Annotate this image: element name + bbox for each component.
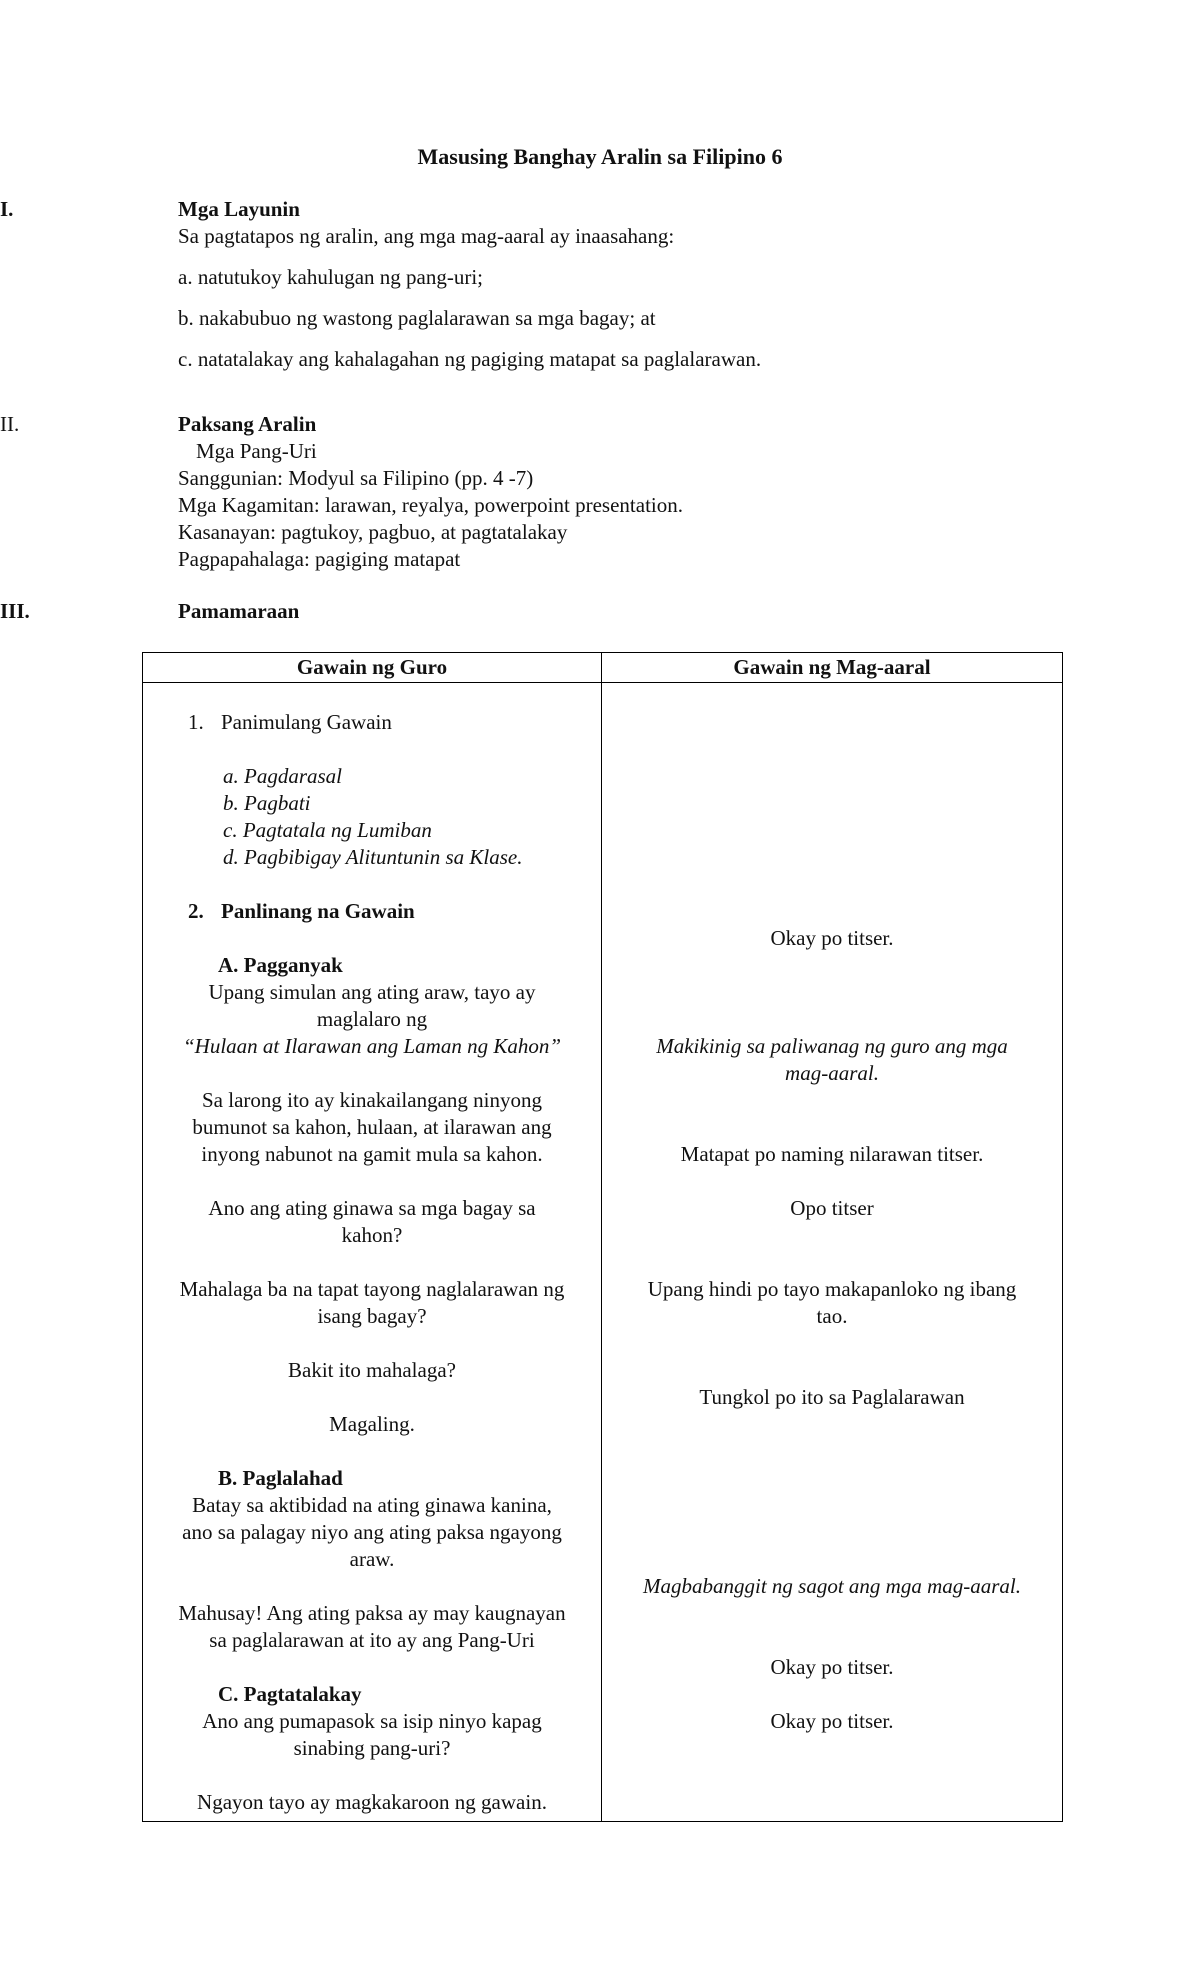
document-title: Masusing Banghay Aralin sa Filipino 6 xyxy=(417,144,783,169)
procedure-table xyxy=(142,652,1063,1822)
section-heading: Pamamaraan xyxy=(178,599,300,623)
table-header xyxy=(143,653,1062,683)
section-procedure: III. Pamamaraan xyxy=(178,598,1078,625)
student-response: Makikinig sa paliwanag ng guro ang mga mag-aaral. xyxy=(656,1034,1008,1085)
topic-materials: Mga Kagamitan: larawan, reyalya, powerpoint presentation. xyxy=(178,493,683,517)
objectives-list xyxy=(178,264,1078,373)
question-2: Mahalaga ba na tapat tayong naglalarawan ng isang bagay? xyxy=(179,1277,565,1328)
paglalahad-text: Batay sa aktibidad na ating ginawa kanina, ano sa palagay niyo ang ating paksa ngayong araw. xyxy=(182,1493,562,1571)
step-2: 2. Panlinang na Gawain xyxy=(188,899,415,923)
game-title: “Hulaan at Ilarawan ang Laman ng Kahon” xyxy=(182,1034,562,1058)
question-1: Ano ang ating ginawa sa mga bagay sa kahon? xyxy=(208,1196,536,1247)
topic-values: Pagpapahalaga: pagiging matapat xyxy=(178,547,461,571)
objective-item: a. natutukoy kahulugan ng pang-uri; xyxy=(178,265,484,289)
subheading-pagtatalakay: C. Pagtatalakay xyxy=(218,1682,362,1706)
col-header-teacher: Gawain ng Guro xyxy=(296,655,448,679)
section-heading: Mga Layunin xyxy=(178,197,300,221)
student-response: Matapat po naming nilarawan titser. xyxy=(680,1142,984,1166)
list-item: d. Pagbibigay Alituntunin sa Klase. xyxy=(223,845,523,869)
list-item: a. Pagdarasal xyxy=(223,764,343,788)
subheading-pagganyak: A. Pagganyak xyxy=(218,953,343,977)
list-item: c. Pagtatala ng Lumiban xyxy=(223,818,432,842)
praise-text: Magaling. xyxy=(329,1412,415,1436)
step-1-items xyxy=(223,763,593,871)
student-response: Okay po titser. xyxy=(770,926,894,950)
student-response: Upang hindi po tayo makapanloko ng ibang tao. xyxy=(647,1277,1017,1328)
topic-reference: Sanggunian: Modyul sa Filipino (pp. 4 -7) xyxy=(178,466,534,490)
column-divider xyxy=(601,653,602,1821)
student-response: Okay po titser. xyxy=(770,1655,894,1679)
topic-name: Mga Pang-Uri xyxy=(196,439,317,463)
list-item: b. Pagbati xyxy=(223,791,311,815)
activity-intro: Ngayon tayo ay magkakaroon ng gawain. xyxy=(197,1790,547,1814)
step-1: 1. Panimulang Gawain xyxy=(188,710,392,734)
section-topic: II. Paksang Aralin Mga Pang-Uri Sanggunian: Modyul sa Filipino (pp. 4 -7) Mga Kagamitan: larawan, reyalya, powerpoint presentation. Kasanayan: pagtukoy, pagbuo, at pagtatalakay Pagpapahalaga: pagiging matapat xyxy=(178,411,1078,573)
student-response: Tungkol po ito sa Paglalarawan xyxy=(699,1385,965,1409)
pagtatalakay-text: Ano ang pumapasok sa isip ninyo kapag sinabing pang-uri? xyxy=(202,1709,542,1760)
game-instructions: Sa larong ito ay kinakailangang ninyong bumunot sa kahon, hulaan, at ilarawan ang inyong nabunot na gamit mula sa kahon. xyxy=(192,1088,552,1166)
objectives-intro: Sa pagtatapos ng aralin, ang mga mag-aaral ay inaasahang: xyxy=(178,224,675,248)
section-heading: Paksang Aralin xyxy=(178,412,317,436)
question-3: Bakit ito mahalaga? xyxy=(288,1358,456,1382)
objective-item: b. nakabubuo ng wastong paglalarawan sa mga bagay; at xyxy=(178,306,656,330)
subheading-paglalahad: B. Paglalahad xyxy=(218,1466,343,1490)
student-response: Opo titser xyxy=(790,1196,874,1220)
section-objectives: I. Mga Layunin Sa pagtatapos ng aralin, ang mga mag-aaral ay inaasahang: a. natutukoy kahulugan ng pang-uri; b. nakabubuo ng wastong paglalarawan sa mga bagay; at c. natatalakay ang kahalagahan ng pagiging matapat sa paglalarawan. xyxy=(178,196,1078,387)
student-response: Okay po titser. xyxy=(770,1709,894,1733)
col-header-student: Gawain ng Mag-aaral xyxy=(733,655,931,679)
student-response: Magbabanggit ng sagot ang mga mag-aaral. xyxy=(643,1574,1021,1598)
topic-skills: Kasanayan: pagtukoy, pagbuo, at pagtatalakay xyxy=(178,520,568,544)
pagganyak-text: Upang simulan ang ating araw, tayo ay maglalaro ng “Hulaan at Ilarawan ang Laman ng Kahon” xyxy=(143,979,601,1060)
paglalahad-response: Mahusay! Ang ating paksa ay may kaugnayan sa paglalarawan at ito ay ang Pang-Uri xyxy=(178,1601,566,1652)
objective-item: c. natatalakay ang kahalagahan ng pagiging matapat sa paglalarawan. xyxy=(178,347,762,371)
